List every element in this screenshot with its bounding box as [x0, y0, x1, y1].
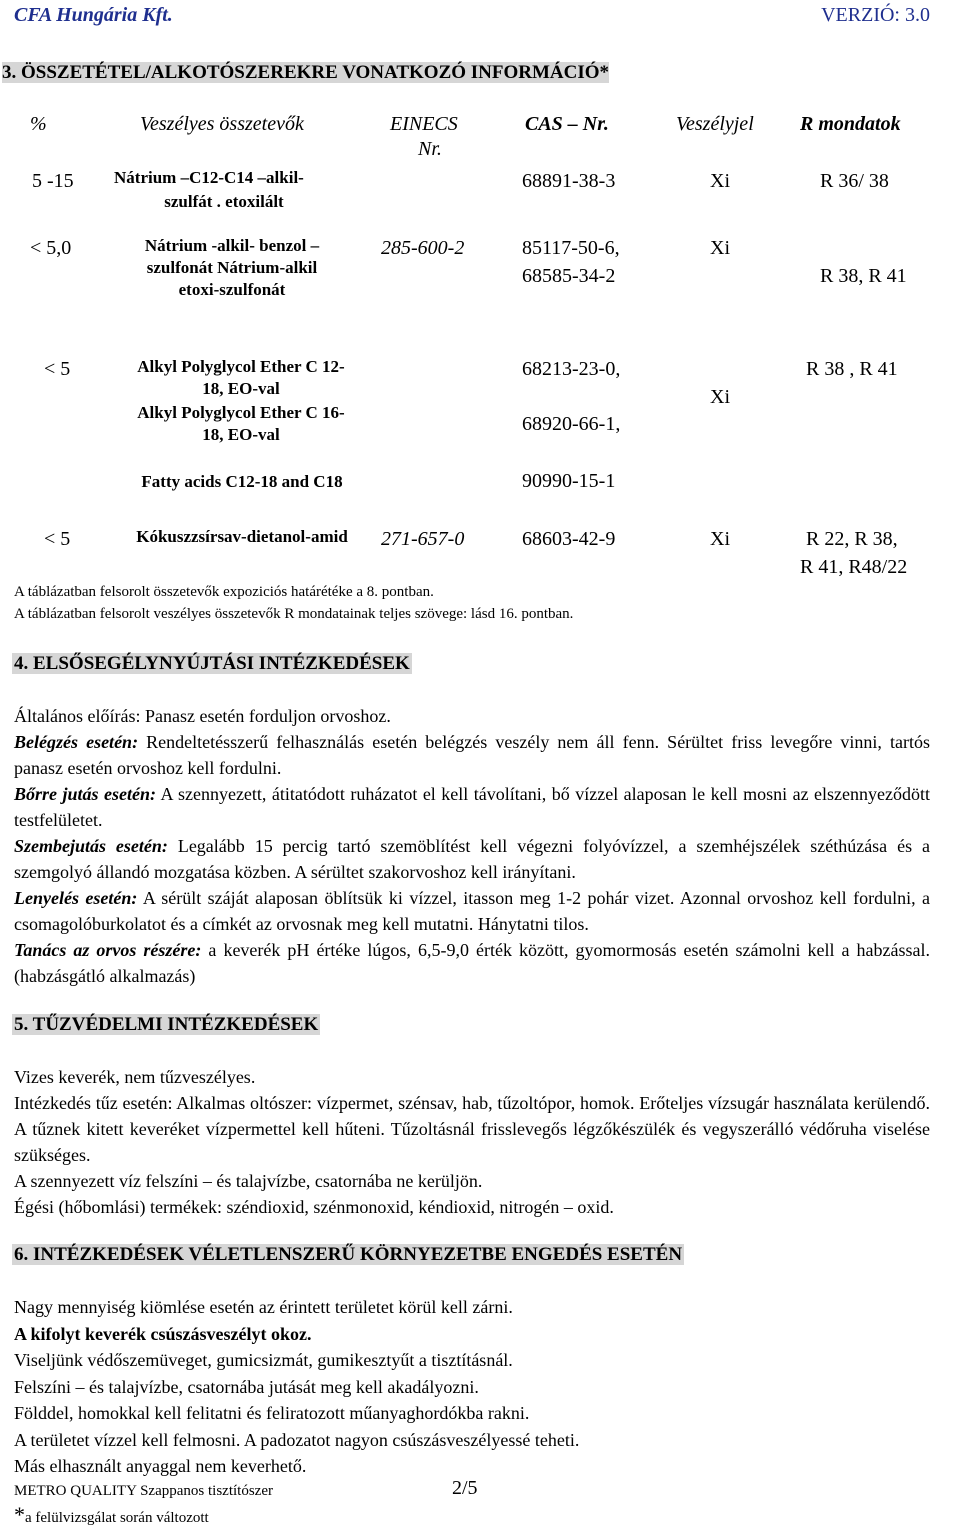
first-aid-doctor: Tanács az orvos részére: a keverék pH értéke lúgos, 6,5-9,0 érték között, gyomormosás esetén számolni kell a habzással. (habzásgátló alkalmazás) — [14, 940, 930, 986]
row2-name: Nátrium -alkil- benzol – szulfonát Nátrium-alkil etoxi-szulfonát — [144, 236, 320, 299]
col-r: R mondatok — [800, 113, 901, 135]
row3-cas-b: 68920-66-1, — [522, 413, 621, 435]
row2-einecs: 285-600-2 — [381, 237, 465, 259]
row3-r: R 38 , R 41 — [806, 358, 898, 380]
row4-pct: < 5 — [44, 528, 71, 550]
table-note-1: A táblázatban felsorolt összetevők expoziciós határétéke a 8. pontban. — [14, 584, 434, 600]
row2-pct: < 5,0 — [30, 237, 72, 259]
col-cas: CAS – Nr. — [525, 113, 609, 135]
row2-cas-a: 85117-50-6, — [522, 237, 620, 259]
row3-cas-a: 68213-23-0, — [522, 358, 621, 380]
row1-symbol: Xi — [710, 170, 730, 192]
row4-r-a: R 22, R 38, — [806, 528, 898, 550]
fire-line-1: Vizes keverék, nem tűzveszélyes. — [14, 1067, 256, 1087]
first-aid-inhale: Belégzés esetén: Rendeltetésszerű felhasználás esetén belégzés veszély nem áll fenn. Sérültet friss levegőre vinni, tartós panasz esetén orvoshoz kell fordulni. — [14, 732, 930, 778]
row4-einecs: 271-657-0 — [381, 528, 465, 550]
version-label: VERZIÓ: 3.0 — [821, 4, 930, 26]
first-aid-eye: Szembejutás esetén: Legalább 15 percig tartó szemöblítést kell végezni folyóvízzel, a szemhéjszélek széthúzása és a szemgolyó állandó mozgatása közben. A sérültet szakorvoshoz kell irányítani. — [14, 836, 930, 882]
spill-line-3: Viseljünk védőszemüveget, gumicsizmát, gumikesztyűt a tisztításnál. — [14, 1350, 513, 1370]
spill-line-7: Más elhasznált anyaggal nem keverhető. — [14, 1456, 307, 1476]
fire-line-3: A szennyezett víz felszíni – és talajvízbe, csatornába ne kerüljön. — [14, 1171, 483, 1191]
section3-title: 3. ÖSSZETÉTEL/ALKOTÓSZEREKRE VONATKOZÓ INFORMÁCIÓ* — [2, 62, 610, 83]
section4-title: 4. ELSŐSEGÉLYNYÚJTÁSI INTÉZKEDÉSEK — [14, 653, 410, 674]
company-name: CFA Hungária Kft. — [14, 4, 173, 26]
row1-cas: 68891-38-3 — [522, 170, 616, 192]
row1-pct: 5 -15 — [32, 170, 74, 192]
spill-line-1: Nagy mennyiség kiömlése esetén az érintett területet körül kell zárni. — [14, 1297, 513, 1317]
row1-r: R 36/ 38 — [820, 170, 889, 192]
section6-title: 6. INTÉZKEDÉSEK VÉLETLENSZERŰ KÖRNYEZETBE ENGEDÉS ESETÉN — [14, 1244, 683, 1265]
row3-pct: < 5 — [44, 358, 71, 380]
fire-line-2: Intézkedés tűz esetén: Alkalmas oltószer: vízpermet, szénsav, hab, tűzoltópor, homok. Erőteljes vízsugár használata kerülendő. A tűznek kitett keveréket vízpermettel kell hűteni. Tűzoltásnál frisslevegős légzőkészülék és vegyszerálló védőruha viselése szükséges. — [14, 1093, 931, 1165]
row1-name-a: Nátrium –C12-C14 –alkil- — [114, 168, 304, 187]
fire-text — [14, 1064, 930, 1220]
col-symbol: Veszélyjel — [676, 113, 754, 135]
row3-name-a: Alkyl Polyglycol Ether C 12-18, EO-val — [137, 357, 345, 398]
col-einecs: EINECS — [390, 113, 458, 135]
row4-r-b: R 41, R48/22 — [800, 556, 908, 578]
first-aid-swallow: Lenyelés esetén: A sérült száját alaposan öblítsük ki vízzel, itasson meg 1-2 pohár vizet. Azonnal orvoshoz kell fordulni, a csomagolóburkolatot és a címkét az orvosnak meg kell mutatni. Hánytatni tilos. — [14, 888, 931, 934]
footer-product: METRO QUALITY Szappanos tisztítószer — [14, 1483, 273, 1499]
page-number: 2/5 — [452, 1477, 478, 1499]
spill-line-4: Felszíni – és talajvízbe, csatornába jutását meg kell akadályozni. — [14, 1376, 479, 1397]
row4-name: Kókuszzsírsav-dietanol-amid — [136, 527, 348, 546]
row3-symbol: Xi — [710, 386, 730, 408]
first-aid-skin: Bőrre jutás esetén: A szennyezett, átitatódott ruházatot el kell távolítani, bő vízzel alaposan le kell mosni az elszennyeződött testfelületet. — [14, 784, 930, 830]
row1-name-b: szulfát . etoxilált — [164, 192, 284, 211]
row4-cas: 68603-42-9 — [522, 528, 616, 550]
row2-r: R 38, R 41 — [820, 265, 907, 287]
footer-note: *a felülvizsgálat során változott — [14, 1502, 209, 1527]
col-ingredient: Veszélyes összetevők — [140, 113, 304, 135]
row2-symbol: Xi — [710, 237, 730, 259]
spill-line-6: A területet vízzel kell felmosni. A padozatot nagyon csúszásveszélyessé teheti. — [14, 1429, 580, 1450]
row3-cas-c: 90990-15-1 — [522, 470, 616, 492]
table-note-2: A táblázatban felsorolt veszélyes összetevők R mondatainak teljes szövege: lásd 16. pontban. — [14, 606, 574, 622]
row4-symbol: Xi — [710, 528, 730, 550]
section5-title: 5. TŰZVÉDELMI INTÉZKEDÉSEK — [14, 1014, 319, 1035]
spill-line-2: A kifolyt keverék csúszásveszélyt okoz. — [14, 1323, 312, 1344]
spill-line-5: Földdel, homokkal kell felitatni és feliratozott műanyaghordókba rakni. — [14, 1403, 530, 1423]
row2-cas-b: 68585-34-2 — [522, 265, 616, 287]
spill-text — [14, 1294, 930, 1480]
fire-line-4: Égési (hőbomlási) termékek: széndioxid, szénmonoxid, kéndioxid, nitrogén – oxid. — [14, 1197, 614, 1217]
col-einecs-nr: Nr. — [418, 138, 442, 160]
row3-name-b: Alkyl Polyglycol Ether C 16-18, EO-val — [137, 403, 345, 444]
first-aid-general: Általános előírás: Panasz esetén forduljon orvoshoz. — [14, 706, 391, 726]
first-aid-text — [14, 703, 930, 989]
row3-name-c: Fatty acids C12-18 and C18 — [141, 472, 343, 491]
col-pct: % — [30, 113, 47, 135]
